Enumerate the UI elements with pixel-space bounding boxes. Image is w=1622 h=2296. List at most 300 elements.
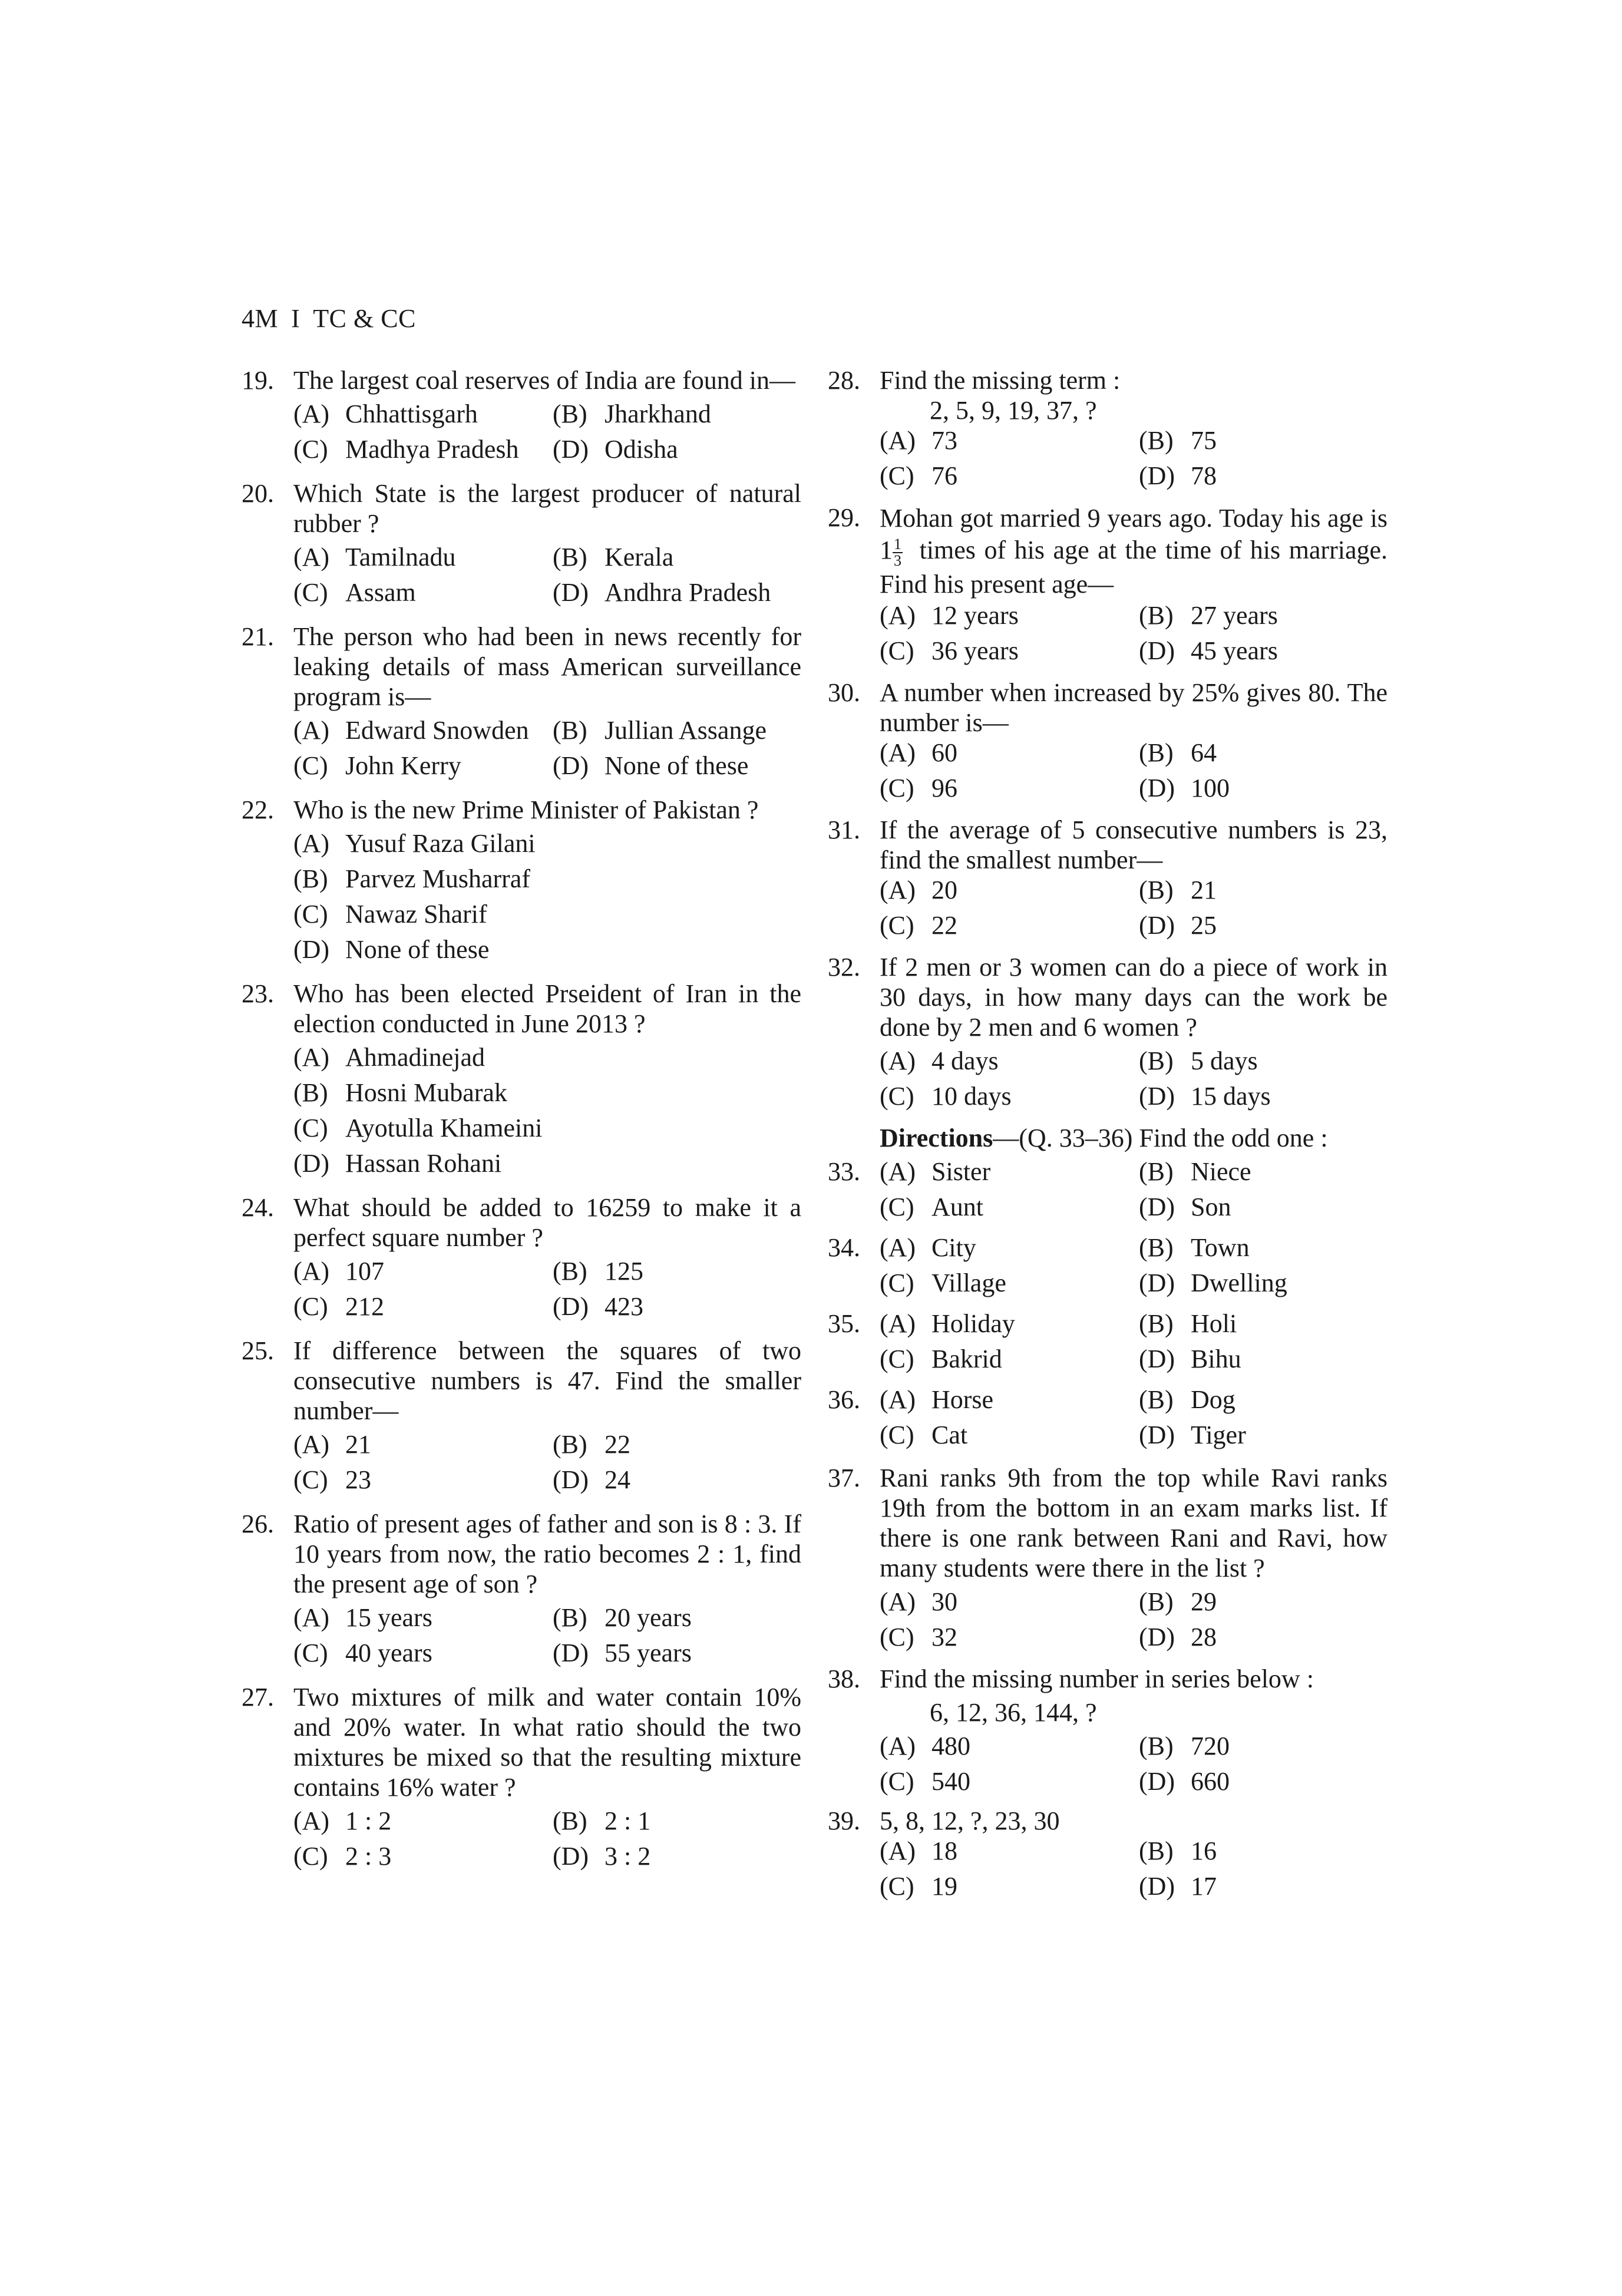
option-text: 28 <box>1191 1622 1217 1651</box>
question-number: 27. <box>242 1683 274 1712</box>
options <box>880 1046 1388 1111</box>
option-text: 36 years <box>931 636 1019 665</box>
question-number: 37. <box>828 1463 860 1492</box>
option-label: (D) <box>553 1638 589 1667</box>
option-label: (D) <box>1139 1622 1175 1651</box>
question-24 <box>242 1192 801 1322</box>
option-text: None of these <box>345 935 490 964</box>
option-text: 22 <box>931 910 957 940</box>
option-text: 100 <box>1191 773 1230 802</box>
option-c[interactable] <box>880 1344 1139 1374</box>
question-text: Ratio of present ages of father and son is 8 : 3. If 10 years from now, the ratio becomes 2 : 1, find the present age of son ? <box>293 1509 801 1598</box>
option-c[interactable] <box>880 1871 1139 1901</box>
mixed-fraction <box>880 535 911 569</box>
option-label: (A) <box>880 426 916 455</box>
option-c[interactable] <box>293 751 553 781</box>
option-b[interactable] <box>1139 1385 1398 1415</box>
question-text: The largest coal reserves of India are found in— <box>293 366 795 395</box>
option-d[interactable] <box>1139 1344 1398 1374</box>
question-text: Who is the new Prime Minister of Pakistan ? <box>293 795 759 824</box>
option-label: (B) <box>553 716 587 745</box>
option-label: (C) <box>293 435 328 464</box>
option-a[interactable] <box>880 738 1139 768</box>
option-text: None of these <box>604 751 749 780</box>
option-a[interactable] <box>293 1256 553 1286</box>
directions-text: —(Q. 33–36) Find the odd one : <box>993 1123 1328 1152</box>
option-label: (D) <box>553 578 589 607</box>
option-d[interactable] <box>1139 1420 1398 1450</box>
option-b[interactable] <box>553 1806 812 1836</box>
option-text: 15 days <box>1191 1081 1271 1111</box>
option-text: Yusuf Raza Gilani <box>345 829 536 858</box>
option-text: 107 <box>345 1257 384 1286</box>
page-header <box>242 303 416 333</box>
option-d[interactable] <box>1139 1268 1398 1298</box>
option-b[interactable] <box>293 864 812 894</box>
option-a[interactable] <box>293 542 553 572</box>
option-text: Cat <box>931 1420 968 1449</box>
option-label: (B) <box>553 1806 587 1835</box>
option-text: 18 <box>931 1836 957 1865</box>
question-26 <box>242 1509 801 1668</box>
option-text: Madhya Pradesh <box>345 435 519 464</box>
option-label: (B) <box>1139 1309 1174 1338</box>
option-label: (C) <box>880 1871 914 1901</box>
question-text: Which State is the largest producer of natural rubber ? <box>293 479 801 538</box>
option-text: 27 years <box>1191 600 1278 630</box>
option-text: City <box>931 1233 976 1262</box>
option-b[interactable] <box>1139 1836 1398 1866</box>
option-text: 660 <box>1191 1766 1230 1796</box>
option-label: (B) <box>553 1257 587 1286</box>
option-label: (A) <box>293 829 330 858</box>
options <box>293 828 801 964</box>
option-label: (B) <box>1139 600 1174 630</box>
option-text: John Kerry <box>345 751 461 780</box>
option-label: (D) <box>553 1292 589 1321</box>
question-text: What should be added to 16259 to make it a perfect square number ? <box>293 1193 801 1252</box>
question-text: If 2 men or 3 women can do a piece of work in 30 days, in how many days can the work be done by 2 men and 6 women ? <box>880 952 1388 1042</box>
option-a[interactable] <box>880 600 1139 630</box>
directions-label: Directions <box>880 1123 993 1152</box>
option-text: 1 : 2 <box>345 1806 392 1835</box>
option-c[interactable] <box>880 1268 1139 1298</box>
option-label: (B) <box>553 399 587 428</box>
question-text <box>880 503 1388 600</box>
option-d[interactable] <box>1139 461 1398 491</box>
option-text: 76 <box>931 461 957 490</box>
option-label: (C) <box>880 636 914 665</box>
option-label: (A) <box>880 1587 916 1616</box>
option-c[interactable] <box>880 1081 1139 1111</box>
option-b[interactable] <box>293 1078 812 1108</box>
option-text: Chhattisgarh <box>345 399 478 428</box>
option-label: (D) <box>1139 461 1175 490</box>
option-b[interactable] <box>1139 1046 1398 1076</box>
option-text: Andhra Pradesh <box>604 578 771 607</box>
option-d[interactable] <box>553 1291 812 1322</box>
question-number: 32. <box>828 952 860 982</box>
option-label: (B) <box>1139 1731 1174 1760</box>
option-text: Holiday <box>931 1309 1015 1338</box>
option-c[interactable] <box>880 1766 1139 1796</box>
option-label: (B) <box>553 1430 587 1459</box>
option-text: Hassan Rohani <box>345 1149 502 1178</box>
option-b[interactable] <box>1139 1587 1398 1617</box>
option-label: (B) <box>1139 1157 1174 1186</box>
option-text: 22 <box>604 1430 630 1459</box>
option-text: 125 <box>604 1257 643 1286</box>
option-text: 212 <box>345 1292 384 1321</box>
option-text: 4 days <box>931 1046 999 1075</box>
option-label: (A) <box>880 738 916 767</box>
option-a[interactable] <box>293 1429 553 1459</box>
option-c[interactable] <box>293 1291 553 1322</box>
option-text: 78 <box>1191 461 1217 490</box>
option-a[interactable] <box>880 1309 1139 1339</box>
option-label: (D) <box>1139 1081 1175 1111</box>
directions <box>828 1123 1388 1153</box>
option-c[interactable] <box>880 773 1139 803</box>
option-text: 25 <box>1191 910 1217 940</box>
question-number: 34. <box>828 1233 860 1262</box>
question-38 <box>828 1664 1388 1796</box>
question-39 <box>828 1806 1388 1901</box>
option-label: (D) <box>1139 1192 1175 1221</box>
option-text: 2 : 3 <box>345 1842 392 1871</box>
option-c[interactable] <box>880 1192 1139 1222</box>
option-label: (B) <box>1139 738 1174 767</box>
option-b[interactable] <box>553 1429 812 1459</box>
question-number: 20. <box>242 479 274 508</box>
options <box>880 875 1388 940</box>
option-text: 20 <box>931 875 957 904</box>
options <box>293 1806 801 1871</box>
option-c[interactable] <box>293 1638 553 1668</box>
option-label: (C) <box>880 1420 914 1449</box>
option-text: 720 <box>1191 1731 1230 1760</box>
option-text: Dwelling <box>1191 1268 1287 1297</box>
option-label: (A) <box>293 1043 330 1072</box>
options <box>880 1233 1388 1298</box>
option-label: (B) <box>1139 1836 1174 1865</box>
option-text: 10 days <box>931 1081 1012 1111</box>
question-19 <box>242 365 801 464</box>
option-label: (D) <box>553 1465 589 1494</box>
option-a[interactable] <box>880 425 1139 455</box>
option-label: (C) <box>293 900 328 929</box>
option-text: Village <box>931 1268 1006 1297</box>
option-d[interactable] <box>1139 773 1398 803</box>
option-label: (C) <box>880 461 914 490</box>
option-d[interactable] <box>293 1148 812 1178</box>
question-number: 38. <box>828 1664 860 1693</box>
option-d[interactable] <box>1139 1766 1398 1796</box>
option-label: (A) <box>293 1430 330 1459</box>
option-c[interactable] <box>880 1420 1139 1450</box>
option-text: 3 : 2 <box>604 1842 651 1871</box>
question-text: Find the missing term : <box>880 366 1121 395</box>
option-text: 60 <box>931 738 957 767</box>
option-text: Hosni Mubarak <box>345 1078 507 1107</box>
option-label: (A) <box>880 1731 916 1760</box>
option-text: 24 <box>604 1465 630 1494</box>
option-c[interactable] <box>880 910 1139 940</box>
question-23 <box>242 979 801 1178</box>
option-b[interactable] <box>553 1603 812 1633</box>
option-label: (D) <box>1139 773 1175 802</box>
option-d[interactable] <box>1139 1871 1398 1901</box>
option-text: 480 <box>931 1731 970 1760</box>
option-label: (C) <box>880 910 914 940</box>
option-label: (D) <box>293 935 330 964</box>
option-a[interactable] <box>293 399 553 429</box>
question-text: Find the missing number in series below : <box>880 1664 1314 1693</box>
option-label: (C) <box>293 1465 328 1494</box>
option-a[interactable] <box>293 715 553 745</box>
option-b[interactable] <box>1139 600 1398 630</box>
option-d[interactable] <box>1139 910 1398 940</box>
options <box>293 399 801 464</box>
options <box>880 425 1388 491</box>
options <box>880 1836 1388 1901</box>
option-d[interactable] <box>553 751 812 781</box>
question-number: 21. <box>242 622 274 651</box>
question-number: 25. <box>242 1336 274 1365</box>
question-32 <box>828 952 1388 1111</box>
option-label: (A) <box>293 1806 330 1835</box>
options <box>880 1731 1388 1796</box>
option-label: (A) <box>880 875 916 904</box>
option-text: Horse <box>931 1385 994 1414</box>
option-c[interactable] <box>293 899 812 929</box>
question-text: Rani ranks 9th from the top while Ravi ranks 19th from the bottom in an exam marks list. If there is one rank between Rani and Ravi, how many students were there in the list ? <box>880 1463 1388 1583</box>
option-text: 73 <box>931 426 957 455</box>
option-b[interactable] <box>1139 738 1398 768</box>
options <box>293 1429 801 1495</box>
option-c[interactable] <box>293 577 553 607</box>
question-34 <box>828 1233 1388 1298</box>
option-d[interactable] <box>553 1638 812 1668</box>
option-label: (B) <box>1139 1587 1174 1616</box>
option-label: (A) <box>880 1836 916 1865</box>
option-text: Tiger <box>1191 1420 1246 1449</box>
option-b[interactable] <box>1139 875 1398 905</box>
question-27 <box>242 1682 801 1871</box>
option-text: Assam <box>345 578 416 607</box>
option-text: 19 <box>931 1871 957 1901</box>
option-label: (D) <box>1139 1766 1175 1796</box>
option-label: (D) <box>1139 1268 1175 1297</box>
option-label: (B) <box>1139 426 1174 455</box>
options <box>293 1042 801 1178</box>
option-text: Parvez Musharraf <box>345 864 530 893</box>
option-text: Sister <box>931 1157 991 1186</box>
option-c[interactable] <box>293 1113 812 1143</box>
option-label: (B) <box>553 1603 587 1632</box>
option-d[interactable] <box>553 1841 812 1871</box>
options <box>880 1385 1388 1450</box>
question-text: A number when increased by 25% gives 80. The number is— <box>880 678 1388 737</box>
question-text: Two mixtures of milk and water contain 10% and 20% water. In what ratio should the two mixtures be mixed so that the resulting mixture contains 16% water ? <box>293 1683 801 1802</box>
option-c[interactable] <box>880 636 1139 666</box>
number-series: 2, 5, 9, 19, 37, ? <box>930 396 1097 425</box>
option-label: (C) <box>293 751 328 780</box>
option-label: (A) <box>293 1257 330 1286</box>
option-text: Ayotulla Khameini <box>345 1114 543 1142</box>
option-label: (C) <box>293 1842 328 1871</box>
option-label: (B) <box>1139 1046 1174 1075</box>
fraction-whole: 1 <box>880 536 893 564</box>
question-number: 28. <box>828 366 860 395</box>
option-a[interactable] <box>293 1806 553 1836</box>
option-d[interactable] <box>1139 1622 1398 1652</box>
option-c[interactable] <box>293 1841 553 1871</box>
option-text: Aunt <box>931 1192 983 1221</box>
fraction-denominator: 3 <box>894 551 901 569</box>
question-number: 23. <box>242 979 274 1008</box>
option-b[interactable] <box>553 1256 812 1286</box>
option-text: 540 <box>931 1766 970 1796</box>
option-label: (D) <box>553 435 589 464</box>
option-label: (C) <box>880 773 914 802</box>
option-b[interactable] <box>1139 425 1398 455</box>
question-22 <box>242 795 801 964</box>
option-label: (A) <box>293 543 330 571</box>
option-text: 12 years <box>931 600 1019 630</box>
option-b[interactable] <box>1139 1233 1398 1263</box>
option-d[interactable] <box>553 577 812 607</box>
option-label: (C) <box>880 1766 914 1796</box>
option-text: Ahmadinejad <box>345 1043 485 1072</box>
question-31 <box>828 815 1388 940</box>
option-b[interactable] <box>1139 1157 1398 1187</box>
option-a[interactable] <box>880 1587 1139 1617</box>
option-text: 64 <box>1191 738 1217 767</box>
option-label: (A) <box>880 1385 916 1414</box>
option-a[interactable] <box>880 1157 1139 1187</box>
option-d[interactable] <box>1139 1081 1398 1111</box>
option-c[interactable] <box>880 461 1139 491</box>
option-text: Jullian Assange <box>604 716 767 745</box>
question-36 <box>828 1385 1388 1450</box>
options <box>880 1309 1388 1374</box>
option-label: (A) <box>880 600 916 630</box>
option-label: (A) <box>293 1603 330 1632</box>
option-text: 21 <box>345 1430 371 1459</box>
options <box>293 1256 801 1322</box>
option-text: 32 <box>931 1622 957 1651</box>
option-label: (D) <box>1139 636 1175 665</box>
option-d[interactable] <box>553 1465 812 1495</box>
option-a[interactable] <box>880 1385 1139 1415</box>
option-label: (B) <box>1139 1233 1174 1262</box>
option-label: (D) <box>293 1149 330 1178</box>
option-text: 5 days <box>1191 1046 1258 1075</box>
right-column <box>828 365 1388 1901</box>
fraction <box>893 537 903 569</box>
option-d[interactable] <box>293 934 812 964</box>
option-text: 55 years <box>604 1638 692 1667</box>
option-text: Niece <box>1191 1157 1251 1186</box>
option-text: 423 <box>604 1292 643 1321</box>
option-text: Dog <box>1191 1385 1236 1414</box>
option-text: 20 years <box>604 1603 692 1632</box>
option-b[interactable] <box>553 715 812 745</box>
options <box>880 738 1388 803</box>
option-text: 30 <box>931 1587 957 1616</box>
option-label: (B) <box>293 1078 328 1107</box>
option-b[interactable] <box>553 399 812 429</box>
option-c[interactable] <box>293 434 553 464</box>
option-text: 96 <box>931 773 957 802</box>
option-c[interactable] <box>880 1622 1139 1652</box>
option-d[interactable] <box>1139 1192 1398 1222</box>
option-text: Nawaz Sharif <box>345 900 487 929</box>
options <box>880 1587 1388 1652</box>
option-text: Town <box>1191 1233 1250 1262</box>
option-label: (D) <box>1139 1871 1175 1901</box>
question-20 <box>242 478 801 607</box>
option-a[interactable] <box>293 828 812 858</box>
question-text: If the average of 5 consecutive numbers is 23, find the smallest number— <box>880 815 1388 874</box>
question-number: 22. <box>242 795 274 824</box>
option-text: 15 years <box>345 1603 432 1632</box>
option-a[interactable] <box>880 1731 1139 1761</box>
option-text: Son <box>1191 1192 1231 1221</box>
question-text: Who has been elected Prseident of Iran in the election conducted in June 2013 ? <box>293 979 801 1038</box>
question-text: If difference between the squares of two consecutive numbers is 47. Find the smaller number— <box>293 1336 801 1425</box>
option-b[interactable] <box>1139 1731 1398 1761</box>
option-a[interactable] <box>880 1233 1139 1263</box>
option-text: Holi <box>1191 1309 1237 1338</box>
option-a[interactable] <box>880 875 1139 905</box>
option-a[interactable] <box>293 1042 812 1072</box>
option-label: (B) <box>553 543 587 571</box>
question-35 <box>828 1309 1388 1374</box>
page-number: 4M <box>242 304 279 333</box>
option-a[interactable] <box>293 1603 553 1633</box>
option-label: (C) <box>880 1081 914 1111</box>
question-number: 36. <box>828 1385 860 1414</box>
question-number: 31. <box>828 815 860 844</box>
option-text: Tamilnadu <box>345 543 456 571</box>
question-30 <box>828 678 1388 803</box>
option-text: Kerala <box>604 543 674 571</box>
option-b[interactable] <box>1139 1309 1398 1339</box>
question-number: 35. <box>828 1309 860 1338</box>
option-label: (A) <box>880 1046 916 1075</box>
question-25 <box>242 1336 801 1495</box>
option-a[interactable] <box>880 1836 1139 1866</box>
option-b[interactable] <box>553 542 812 572</box>
number-series: 6, 12, 36, 144, ? <box>930 1697 1097 1727</box>
question-number: 26. <box>242 1509 274 1538</box>
question-number: 19. <box>242 366 274 395</box>
options <box>293 542 801 607</box>
option-label: (C) <box>880 1344 914 1373</box>
option-a[interactable] <box>880 1046 1139 1076</box>
option-d[interactable] <box>553 434 812 464</box>
option-c[interactable] <box>293 1465 553 1495</box>
question-28 <box>828 365 1388 491</box>
option-text: 40 years <box>345 1638 432 1667</box>
option-label: (A) <box>880 1233 916 1262</box>
option-label: (C) <box>880 1192 914 1221</box>
option-text: Bakrid <box>931 1344 1002 1373</box>
option-d[interactable] <box>1139 636 1398 666</box>
fraction-numerator: 1 <box>894 535 901 553</box>
